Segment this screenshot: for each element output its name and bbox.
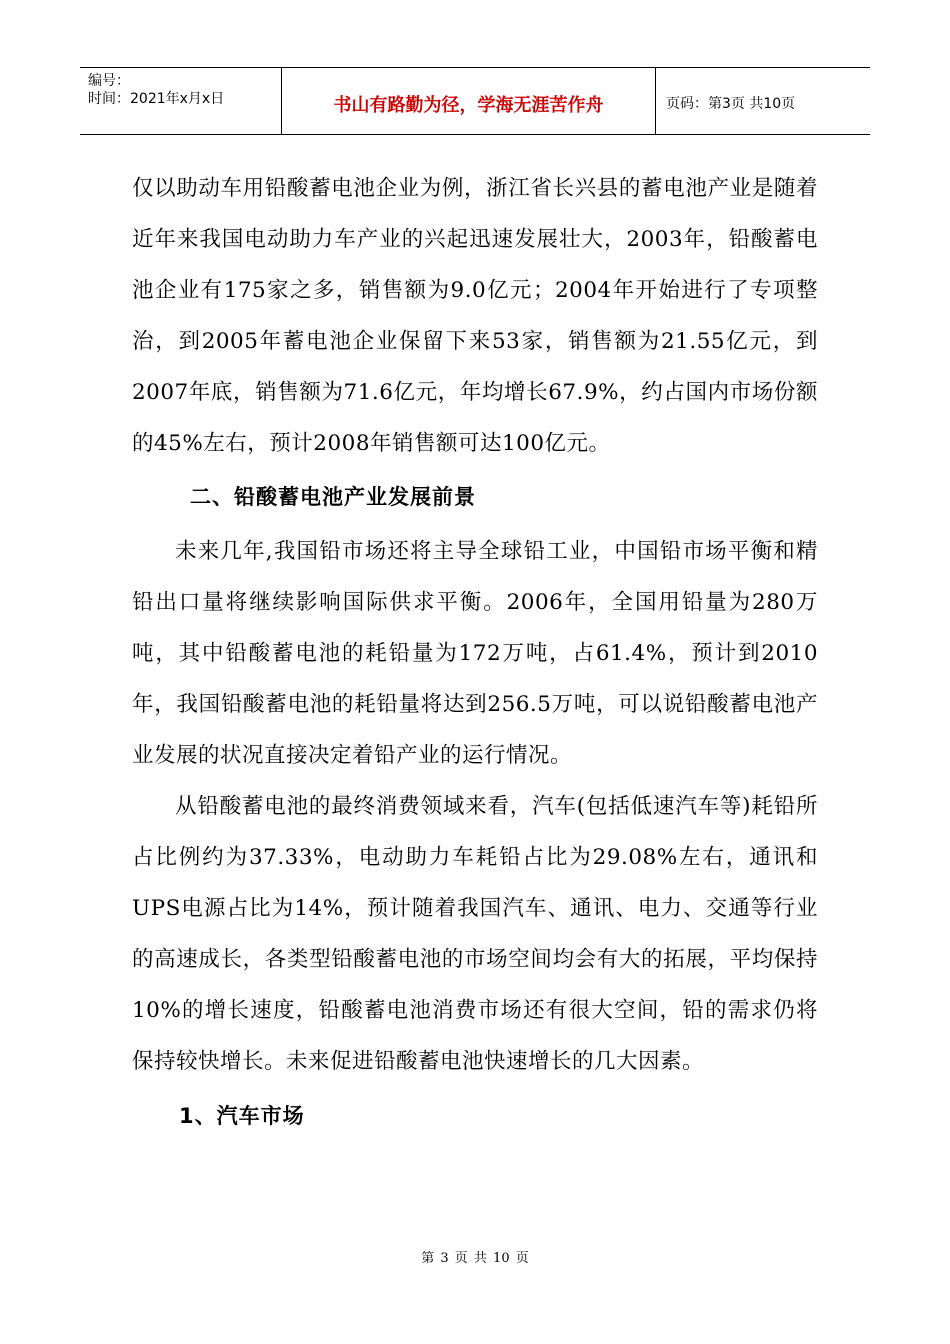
document-number-label: 编号： — [88, 73, 130, 89]
subsection-heading: 1、汽车市场 — [179, 1104, 305, 1128]
page-footer: 第 3 页 共 10 页 — [421, 1251, 529, 1266]
document-body — [132, 163, 818, 1142]
header-page-code: 页码：第3页 共10页 — [666, 96, 796, 112]
paragraph-2: 未来几年,我国铅市场还将主导全球铅工业，中国铅市场平衡和精铅出口量将继续影响国际供求平衡。2006年，全国用铅量为280万吨，其中铅酸蓄电池的耗铅量为172万吨，占61.4%，预计到2010年，我国铅酸蓄电池的耗铅量将达到256.5万吨，可以说铅酸蓄电池产业发展的状况直接决定着铅产业的运行情况。 — [132, 539, 818, 768]
header-motto-cell — [282, 68, 656, 134]
paragraph-1: 仅以助动车用铅酸蓄电池企业为例，浙江省长兴县的蓄电池产业是随着近年来我国电动助力车产业的兴起迅速发展壮大，2003年，铅酸蓄电池企业有175家之多，销售额为9.0亿元；2004年开始进行了专项整治，到2005年蓄电池企业保留下来53家，销售额为21.55亿元，到2007年底，销售额为71.6亿元，年均增长67.9%，约占国内市场份额的45%左右，预计2008年销售额可达100亿元。 — [132, 176, 819, 456]
header-meta-cell — [80, 68, 282, 134]
paragraph-3: 从铅酸蓄电池的最终消费领域来看，汽车(包括低速汽车等)耗铅所占比例约为37.33%，电动助力车耗铅占比为29.08%左右，通讯和UPS电源占比为14%，预计随着我国汽车、通讯、电力、交通等行业的高速成长，各类型铅酸蓄电池的市场空间均会有大的拓展，平均保持10%的增长速度，铅酸蓄电池消费市场还有很大空间，铅的需求仍将保持较快增长。未来促进铅酸蓄电池快速增长的几大因素。 — [132, 794, 818, 1074]
page-header — [80, 67, 870, 135]
header-page-cell — [656, 68, 870, 134]
document-time-label: 时间：2021年x月x日 — [88, 91, 225, 107]
section-heading: 二、铅酸蓄电池产业发展前景 — [190, 485, 476, 509]
header-motto: 书山有路勤为径，学海无涯苦作舟 — [333, 95, 604, 116]
